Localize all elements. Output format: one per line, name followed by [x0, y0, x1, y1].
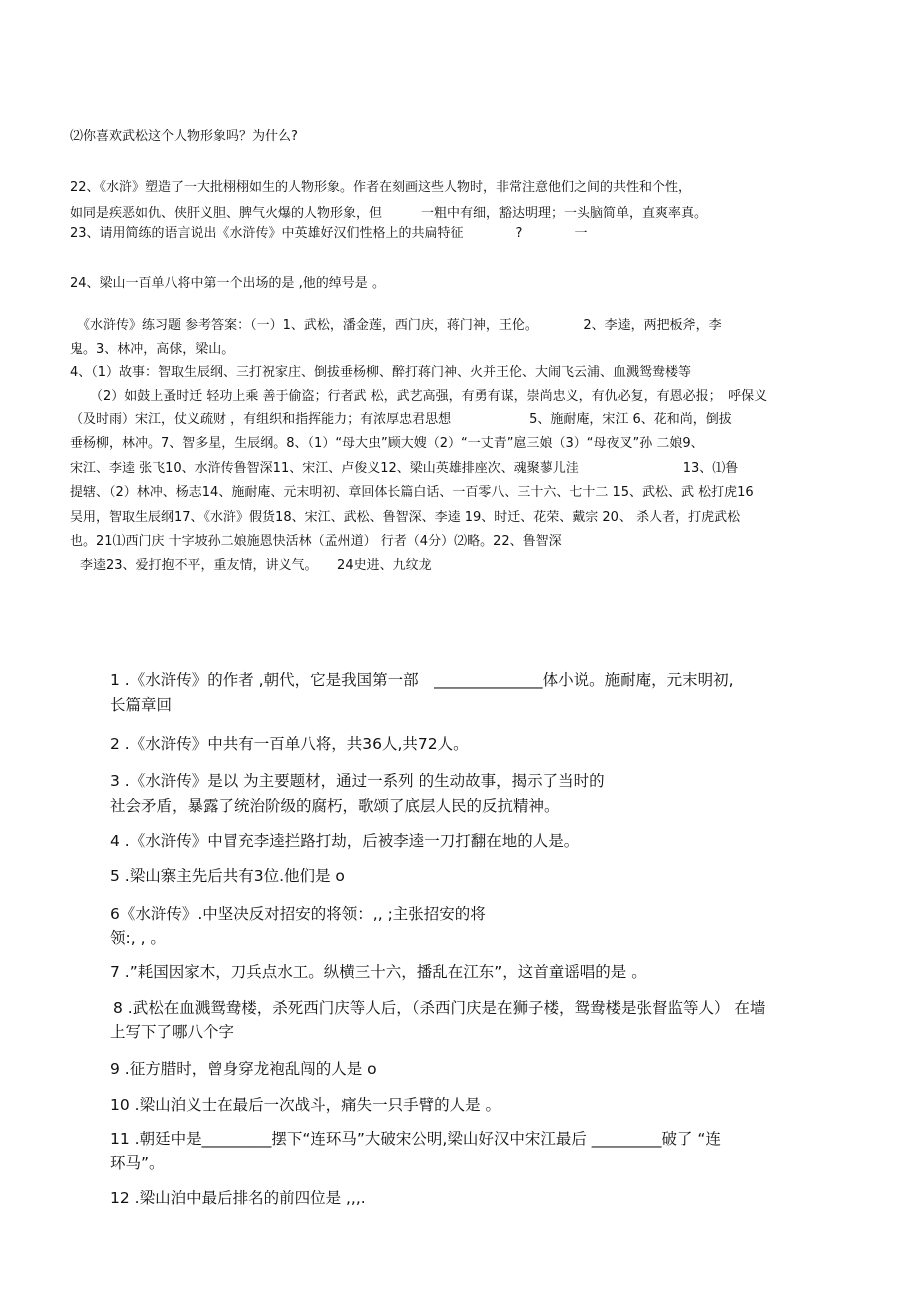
answers-line: 垂杨柳，林冲。7、智多星，生辰纲。8、（1）“母大虫”顾大嫂（2）“一丈青”扈三娘（3）“母夜叉”孙 二娘9、	[70, 436, 704, 451]
answers-line: （及时雨）宋江，仗义疏财 ，有组织和指挥能力；有浓厚忠君思想 5、施耐庵，宋江 6、花和尚，倒拔	[70, 412, 732, 427]
answers-heading: 《水浒传》练习题 参考答案：（一）1、武松，潘金莲，西门庆，蒋门神，王伦。 2、李逵，两把板斧，李	[77, 318, 722, 333]
question-11: 11 .朝廷中是_________摆下“连环马”大破宋公明,梁山好汉中宋江最后 _________破了 “连	[110, 1130, 721, 1148]
question-9: 9 .征方腊时，曾身穿龙袍乱闯的人是 o	[110, 1060, 377, 1078]
question-6: 6《水浒传》.中坚决反对招安的将领：,, ;主张招安的将	[110, 905, 486, 923]
question-1: 1 .《水浒传》的作者 ,朝代，它是我国第一部 ______________体小说。施耐庵，元末明初,	[110, 671, 734, 689]
question-8-cont: 上写下了哪八个字	[110, 1023, 235, 1041]
question-4: 4 .《水浒传》中冒充李逵拦路打劫，后被李逵一刀打翻在地的人是。	[110, 832, 580, 850]
question-10: 10 .梁山泊义士在最后一次战斗，痛失一只手臂的人是 。	[110, 1096, 502, 1114]
question-21-2: ⑵你喜欢武松这个人物形象吗？为什么?	[70, 129, 298, 144]
question-8: 8 .武松在血溅鸳鸯楼，杀死西门庆等人后，（杀西门庆是在狮子楼，鸳鸯楼是张督监等人） 在墙	[113, 999, 766, 1017]
answers-line: （2）如鼓上蚤时迁 轻功上乘 善于偷盗；行者武 松，武艺高强，有勇有谋，崇尚忠义，有仇必复，有恩必报； 呼保义	[90, 389, 768, 404]
question-11-cont: 环马”。	[110, 1154, 165, 1172]
answers-line: 鬼。3、林冲，高俅，梁山。	[70, 342, 235, 357]
question-6-cont: 领:, , 。	[110, 929, 166, 947]
question-22-line-2: 如同是疾恶如仇、侠肝义胆、脾气火爆的人物形象，但 一粗中有细，豁达明理；一头脑简单，直爽率真。	[70, 206, 708, 221]
answers-line: 吴用，智取生辰纲17、《水浒》假货18、宋江、武松、鲁智深、李逵 19、时迁、花荣、戴宗 20、 杀人者，打虎武松	[70, 510, 741, 525]
question-2: 2 .《水浒传》中共有一百单八将，共36人,共72人。	[110, 735, 469, 753]
answers-line: 李逵23、爱打抱不平，重友情，讲义气。 24史进、九纹龙	[80, 558, 432, 573]
answers-line: 宋江、李逵 张飞10、水浒传鲁智深11、宋江、卢俊义12、梁山英雄排座次、魂聚蓼儿洼 13、⑴鲁	[70, 461, 739, 476]
question-1-cont: 长篇章回	[110, 696, 173, 714]
answers-line: 4、（1）故事：智取生辰纲、三打祝家庄、倒拔垂杨柳、醉打蒋门神、火并王伦、大闹飞云浦、血溅鸳鸯楼等	[70, 365, 692, 380]
answers-line: 提辖、（2）林冲、杨志14、施耐庵、元末明初、章回体长篇白话、一百零八、三十六、七十二 15、武松、武 松打虎16	[70, 485, 754, 500]
question-24: 24、梁山一百单八将中第一个出场的是 ,他的绰号是 。	[70, 276, 385, 291]
question-3-cont: 社会矛盾，暴露了统治阶级的腐朽，歌颂了底层人民的反抗精神。	[110, 797, 560, 815]
question-7: 7 .”耗国因家木，刀兵点水工。纵横三十六，播乱在江东”，这首童谣唱的是 。	[110, 963, 647, 981]
question-23: 23、请用简练的语言说出《水浒传》中英雄好汉们性格上的共扁特征 ? 一	[70, 226, 588, 241]
question-5: 5 .梁山寨主先后共有3位.他们是 o	[110, 867, 345, 885]
answers-line: 也。21⑴西门庆 十字坡孙二娘施恩快活林（孟州道） 行者（4分）⑵略。22、鲁智深	[70, 534, 562, 549]
question-22-line-1: 22、《水浒》塑造了一大批栩栩如生的人物形象。作者在刻画这些人物时，非常注意他们之间的共性和个性，	[70, 180, 692, 195]
question-12: 12 .梁山泊中最后排名的前四位是 ,,,.	[110, 1189, 366, 1207]
question-3: 3 .《水浒传》是以 为主要题材，通过一系列 的生动故事，揭示了当时的	[110, 772, 605, 790]
